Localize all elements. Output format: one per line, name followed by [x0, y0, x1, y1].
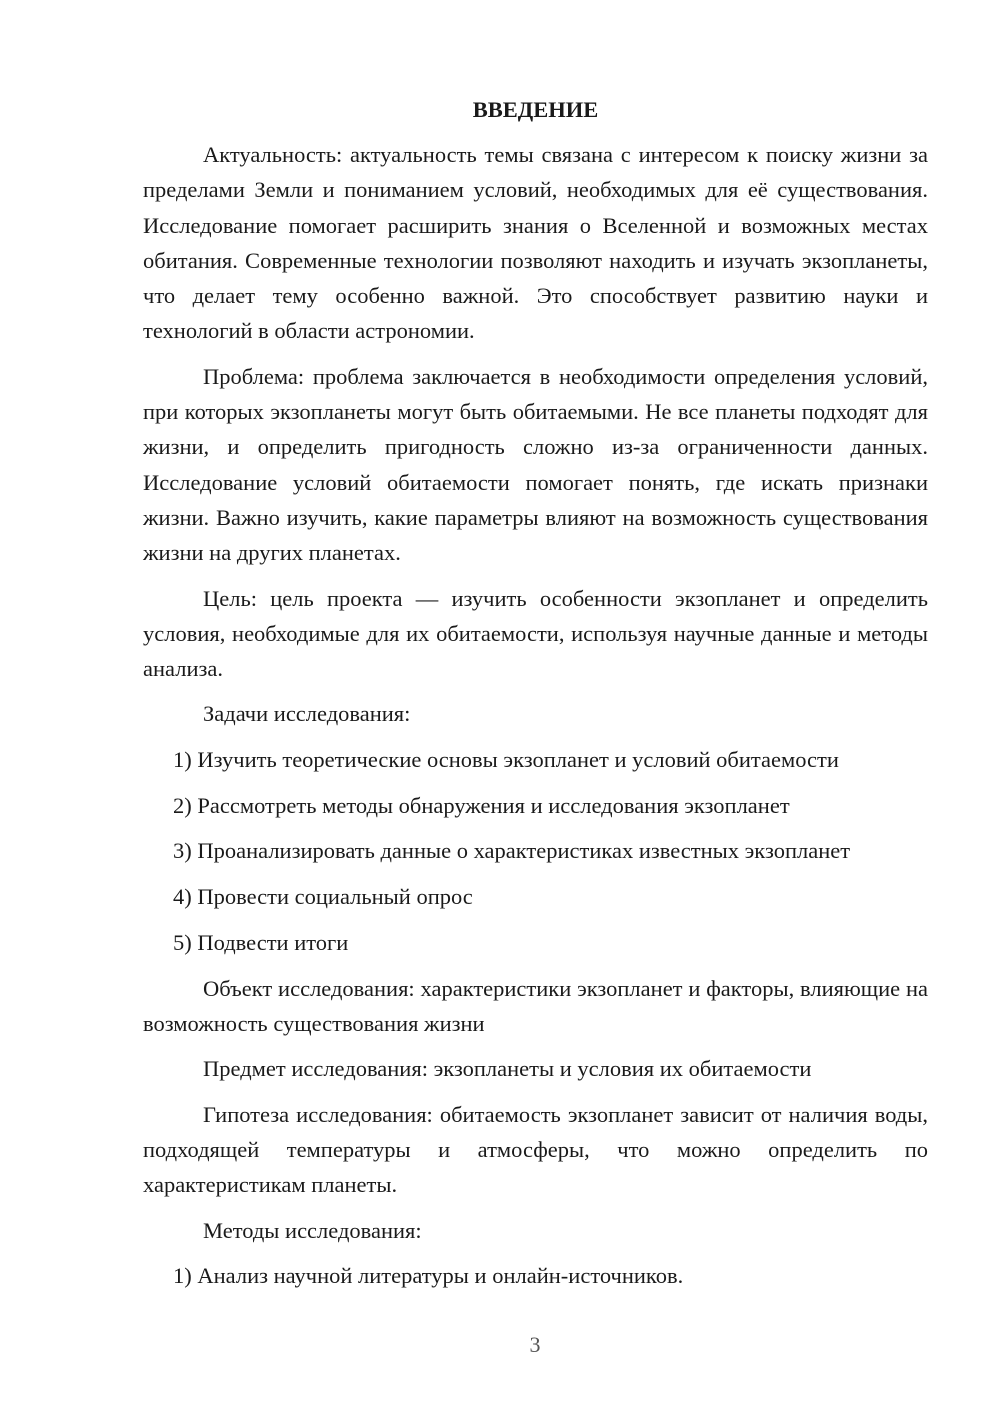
list-item: 4) Провести социальный опрос [173, 884, 473, 910]
problem-paragraph: Проблема: проблема заключается в необходимости определения условий, при которых экзопланеты могут быть обитаемыми. Не все планеты подходят для жизни, и определить пригодность сложно из-за ограниченности данных. Исследование условий обитаемости помогает понять, где искать признаки жизни. Важно изучить, какие параметры влияют на возможность существования жизни на других планетах. [143, 363, 928, 566]
list-item: 5) Подвести итоги [173, 929, 349, 955]
list-item: 3) Проанализировать данные о характеристиках известных экзопланет [173, 838, 851, 864]
section-title: ВВЕДЕНИЕ [472, 97, 599, 122]
goal-paragraph: Цель: цель проекта — изучить особенности экзопланет и определить условия, необходимые для их обитаемости, используя научные данные и методы анализа. [143, 585, 928, 682]
methods-heading: Методы исследования: [203, 1217, 422, 1243]
list-item: 2) Рассмотреть методы обнаружения и исследования экзопланет [173, 792, 790, 818]
list-item: 1) Анализ научной литературы и онлайн-источников. [173, 1262, 684, 1288]
object-paragraph: Объект исследования: характеристики экзопланет и факторы, влияющие на возможность существования жизни [143, 975, 928, 1037]
document-page [143, 92, 928, 1304]
subject-paragraph: Предмет исследования: экзопланеты и условия их обитаемости [203, 1056, 812, 1082]
page-number: 3 [529, 1332, 541, 1357]
methods-list [143, 1258, 928, 1293]
tasks-list [143, 742, 928, 960]
hypothesis-paragraph: Гипотеза исследования: обитаемость экзопланет зависит от наличия воды, подходящей температуры и атмосферы, что можно определить по характеристикам планеты. [143, 1101, 928, 1198]
relevance-paragraph: Актуальность: актуальность темы связана с интересом к поиску жизни за пределами Земли и пониманием условий, необходимых для её существования. Исследование помогает расширить знания о Вселенной и возможных местах обитания. Современные технологии позволяют находить и изучать экзопланеты, что делает тему особенно важной. Это способствует развитию науки и технологий в области астрономии. [143, 142, 928, 344]
tasks-heading: Задачи исследования: [203, 701, 411, 727]
list-item: 1) Изучить теоретические основы экзопланет и условий обитаемости [173, 746, 839, 772]
